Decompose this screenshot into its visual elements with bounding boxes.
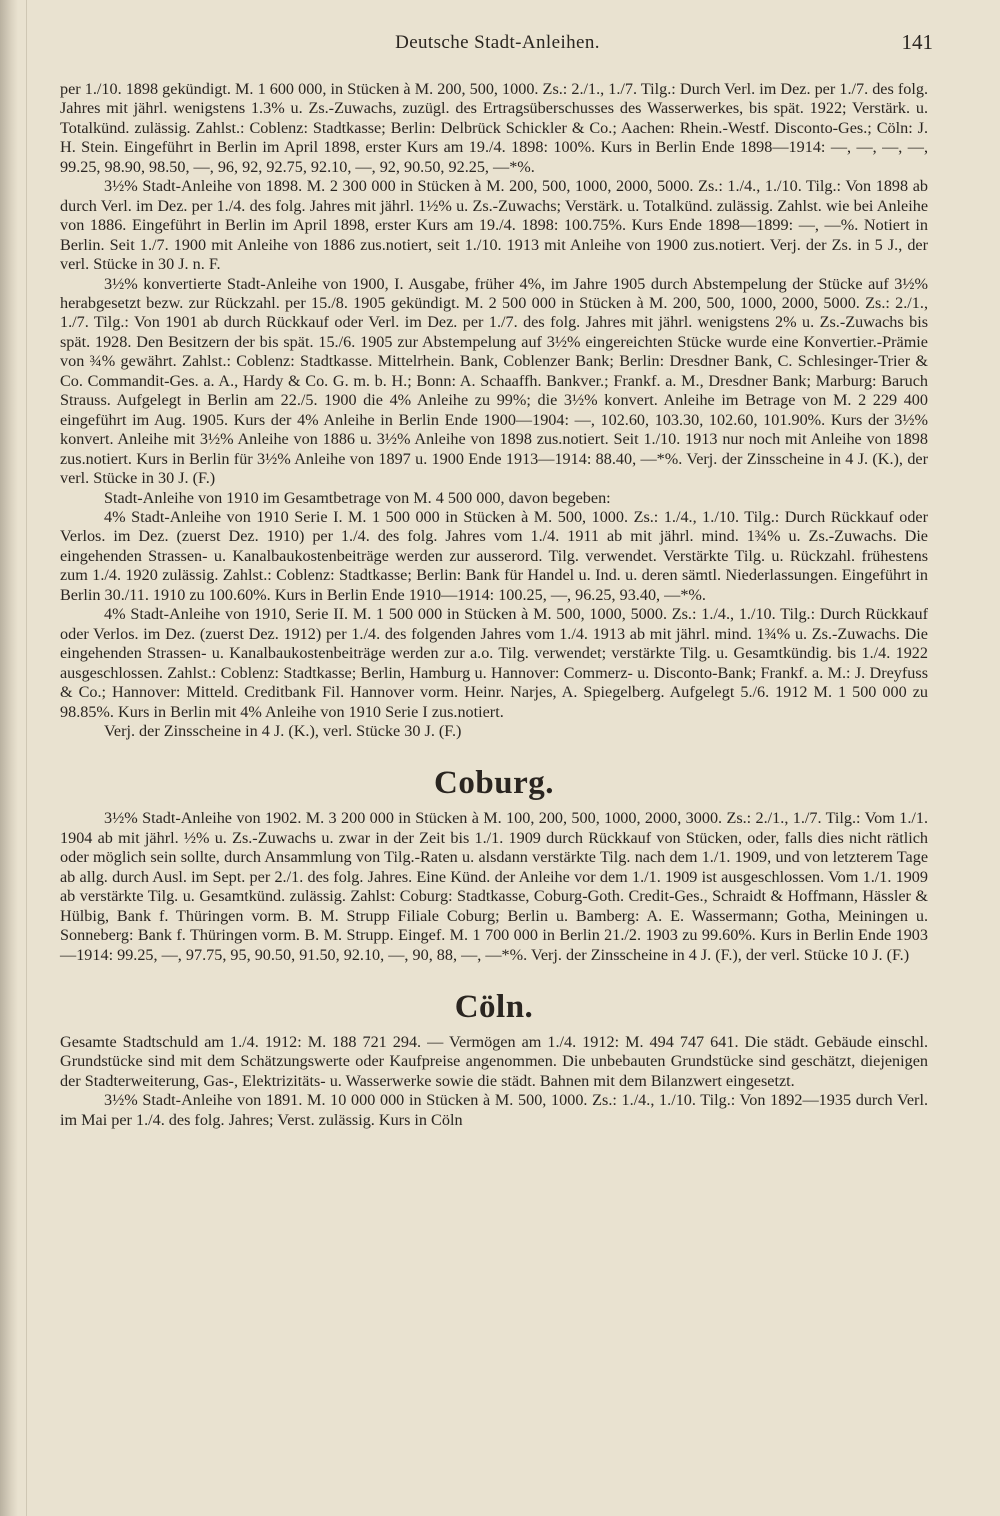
paragraph-coeln-1891: 3½% Stadt-Anleihe von 1891. M. 10 000 000 in Stücken à M. 500, 1000. Zs.: 1./4., 1./10. Tilg.: Von 1892—1935 durch Verl. im Mai per 1./4. des folg. Jahres; Verst. zulässig. Kurs in Cöln: [60, 1091, 928, 1129]
running-head: Deutsche Stadt-Anleihen.: [395, 32, 600, 53]
page-number: 141: [901, 30, 933, 54]
page-header: [60, 30, 935, 58]
paragraph-anleihe-1910-serie-1: 4% Stadt-Anleihe von 1910 Serie I. M. 1 500 000 in Stücken à M. 500, 1000. Zs.: 1./4., 1./10. Tilg.: Durch Rückkauf oder Verlos. im Dez. (zuerst Dez. 1910) per 1./4. des folg. Jahres vom 1./4. 1911 ab mit jährl. mind. 1¾% u. Zs.-Zuwachs. Die eingehenden Strassen- u. Kanalbaukostenbeiträge werden zur ausserord. Tilg. verwendet. Verstärkte Tilg. u. Rückzahl. frühestens zum 1./4. 1920 zulässig. Zahlst.: Coblenz: Stadtkasse; Berlin: Bank für Handel u. Ind. u. deren sämtl. Niederlassungen. Eingeführt in Berlin 30./11. 1910 zu 100.60%. Kurs in Berlin Ende 1910—1914: 100.25, —, 96.25, 93.40, —*%.: [60, 507, 928, 604]
gutter-rule: [26, 0, 27, 1516]
paragraph-verjaehrung: Verj. der Zinsscheine in 4 J. (K.), verl. Stücke 30 J. (F.): [104, 721, 462, 740]
section-title-coeln: Cöln.: [454, 989, 534, 1026]
paragraph-anleihe-1900: 3½% konvertierte Stadt-Anleihe von 1900, I. Ausgabe, früher 4%, im Jahre 1905 durch Abstempelung der Stücke auf 3½% herabgesetzt bezw. zur Rückzahl. per 15./8. 1905 gekündigt. M. 2 500 000 in Stücken à M. 200, 500, 1000, 2000, 5000. Zs.: 2./1., 1./7. Tilg.: Von 1901 ab durch Rückkauf oder Verl. im Dez. per 1./7. des folg. Jahres mit jährl. wenigstens 2% u. Zs.-Zuwachs bis spät. 1928. Den Besitzern der bis spät. 15./6. 1905 zur Abstempelung auf 3½% eingereichten Stücke wurde eine Konvertier.-Prämie von ¾% gewährt. Zahlst.: Coblenz: Stadtkasse. Mittelrhein. Bank, Coblenzer Bank; Berlin: Dresdner Bank, C. Schlesinger-Trier & Co. Commandit-Ges. a. A., Hardy & Co. G. m. b. H.; Bonn: A. Schaaffh. Bankver.; Frankf. a. M., Dresdner Bank; Marburg: Baruch Strauss. Aufgelegt in Berlin am 22./5. 1900 die 4% Anleihe zu 99%; die 3½% konvert. Anleihe im Betrage von M. 2 229 400 eingeführt im Aug. 1905. Kurs der 4% Anleihe in Berlin Ende 1900—1904: —, 102.60, 103.30, 102.60, 101.90%. Kurs der 3½% konvert. Anleihe mit 3½% Anleihe von 1886 u. 3½% Anleihe von 1898 zus.notiert. Seit 1./10. 1913 nur noch mit Anleihe von 1898 zus.notiert. Kurs in Berlin für 3½% Anleihe von 1897 u. 1900 Ende 1913—1914: 88.40, —*%. Verj. der Zinsscheine in 4 J. (K.), der verl. Stücke in 30 J. (F.): [60, 274, 928, 488]
paragraph-anleihe-1910-heading: Stadt-Anleihe von 1910 im Gesamtbetrage von M. 4 500 000, davon begeben:: [104, 488, 611, 507]
page-body: [60, 80, 928, 1130]
page-gutter: [0, 0, 18, 1516]
paragraph-anleihe-1910-serie-2: 4% Stadt-Anleihe von 1910, Serie II. M. 1 500 000 in Stücken à M. 500, 1000, 5000. Zs.: 1./4., 1./10. Tilg.: Durch Rückkauf oder Verlos. im Dez. (zuerst Dez. 1912) per 1./4. des folgenden Jahres vom 1./4. 1913 ab mit jährl. mind. 1¾% u. Zs.-Zuwachs. Die eingehenden Strassen- u. Kanalbaukostenbeiträge werden zur a.o. Tilg. verwendet; verstärkte Tilg. u. Gesamtkündig. bis 1./4. 1922 ausgeschlossen. Zahlst.: Coblenz: Stadtkasse; Berlin, Hamburg u. Hannover: Commerz- u. Disconto-Bank; Frankf. a. M.: J. Dreyfuss & Co.; Hannover: Mitteld. Creditbank Fil. Hannover vorm. Heinr. Narjes, A. Spiegelberg. Aufgelegt 5./6. 1912 M. 1 500 000 zu 98.85%. Kurs in Berlin mit 4% Anleihe von 1910 Serie I zus.notiert.: [60, 605, 928, 721]
paragraph-coburg-1902: 3½% Stadt-Anleihe von 1902. M. 3 200 000 in Stücken à M. 100, 200, 500, 1000, 2000, 3000. Zs.: 2./1., 1./7. Tilg.: Vom 1./1. 1904 ab mit jährl. ½% u. Zs.-Zuwachs u. zwar in der Zeit bis 1./1. 1909 durch Rückkauf von Stücken, oder, falls dies nicht rätlich oder möglich sein sollte, durch Ansammlung von Tilg.-Raten u. alsdann verstärkte Tilg. nach dem 1./1. 1909, und von letzterem Tage ab allg. durch Ausl. im Sept. per 2./1. des folg. Jahres. Eine Künd. der Anleihe vor dem 1./1. 1909 ist ausgeschlossen. Vom 1./1. 1909 ab verstärkte Tilg. u. Gesamtkünd. zulässig. Zahlst: Coburg: Stadtkasse, Coburg-Goth. Credit-Ges., Schraidt & Hoffmann, Hässler & Hülbig, Bank f. Thüringen vorm. B. M. Strupp Filiale Coburg; Berlin u. Bamberg: A. E. Wassermann; Gotha, Meiningen u. Sonneberg: Bank f. Thüringen vorm. B. M. Strupp. Eingef. M. 1 700 000 in Berlin 21./2. 1903 zu 99.60%. Kurs in Berlin Ende 1903—1914: 99.25, —, 97.75, 95, 90.50, 91.50, 92.10, —, 90, 88, —, —*%. Verj. der Zinsscheine in 4 J. (F.), der verl. Stücke 10 J. (F.): [60, 809, 928, 964]
paragraph-anleihe-1898: 3½% Stadt-Anleihe von 1898. M. 2 300 000 in Stücken à M. 200, 500, 1000, 2000, 5000. Zs.: 1./4., 1./10. Tilg.: Von 1898 ab durch Verl. im Dez. per 1./4. des folg. Jahres mit jährl. 1½% u. Zs.-Zuwachs; Verstärk. u. Totalkünd. zulässig. Zahlst. wie bei Anleihe von 1886. Eingeführt in Berlin im April 1898, erster Kurs am 19./4. 1898: 100.75%. Kurs Ende 1898—1899: —, —%. Notiert in Berlin. Seit 1./7. 1900 mit Anleihe von 1886 zus.notiert, seit 1./10. 1913 mit Anleihe von 1900 zus.notiert. Verj. der Zs. in 5 J., der verl. Stücke in 30 J. n. F.: [60, 177, 928, 274]
section-title-coburg: Coburg.: [434, 765, 554, 802]
paragraph-coeln-overview: Gesamte Stadtschuld am 1./4. 1912: M. 188 721 294. — Vermögen am 1./4. 1912: M. 494 747 641. Die städt. Gebäude einschl. Grundstücke sind mit dem Schätzungswerte oder Kaufpreise angenommen. Die unbebauten Grundstücke sind geschätzt, diejenigen der Stadterweiterung, Gas-, Elektrizitäts- u. Wasserwerke sowie die städt. Bahnen mit dem Bilanzwert eingesetzt.: [60, 1033, 928, 1090]
paragraph-1898-continued: per 1./10. 1898 gekündigt. M. 1 600 000, in Stücken à M. 200, 500, 1000. Zs.: 2./1., 1./7. Tilg.: Durch Verl. im Dez. per 1./7. des folg. Jahres mit jährl. wenigstens 1.3% u. Zs.-Zuwachs, zuzügl. des Ertragsüberschusses des Wasserwerkes, bis spät. 1922; Verstärk. u. Totalkünd. zulässig. Zahlst.: Coblenz: Stadtkasse; Berlin: Delbrück Schickler & Co.; Aachen: Rhein.-Westf. Disconto-Ges.; Cöln: J. H. Stein. Eingeführt in Berlin im April 1898, erster Kurs am 19./4. 1898: 100%. Kurs in Berlin Ende 1898—1914: —, —, —, —, 99.25, 98.90, 98.50, —, 96, 92, 92.75, 92.10, —, 92, 90.50, 92.25, —*%.: [60, 80, 928, 176]
